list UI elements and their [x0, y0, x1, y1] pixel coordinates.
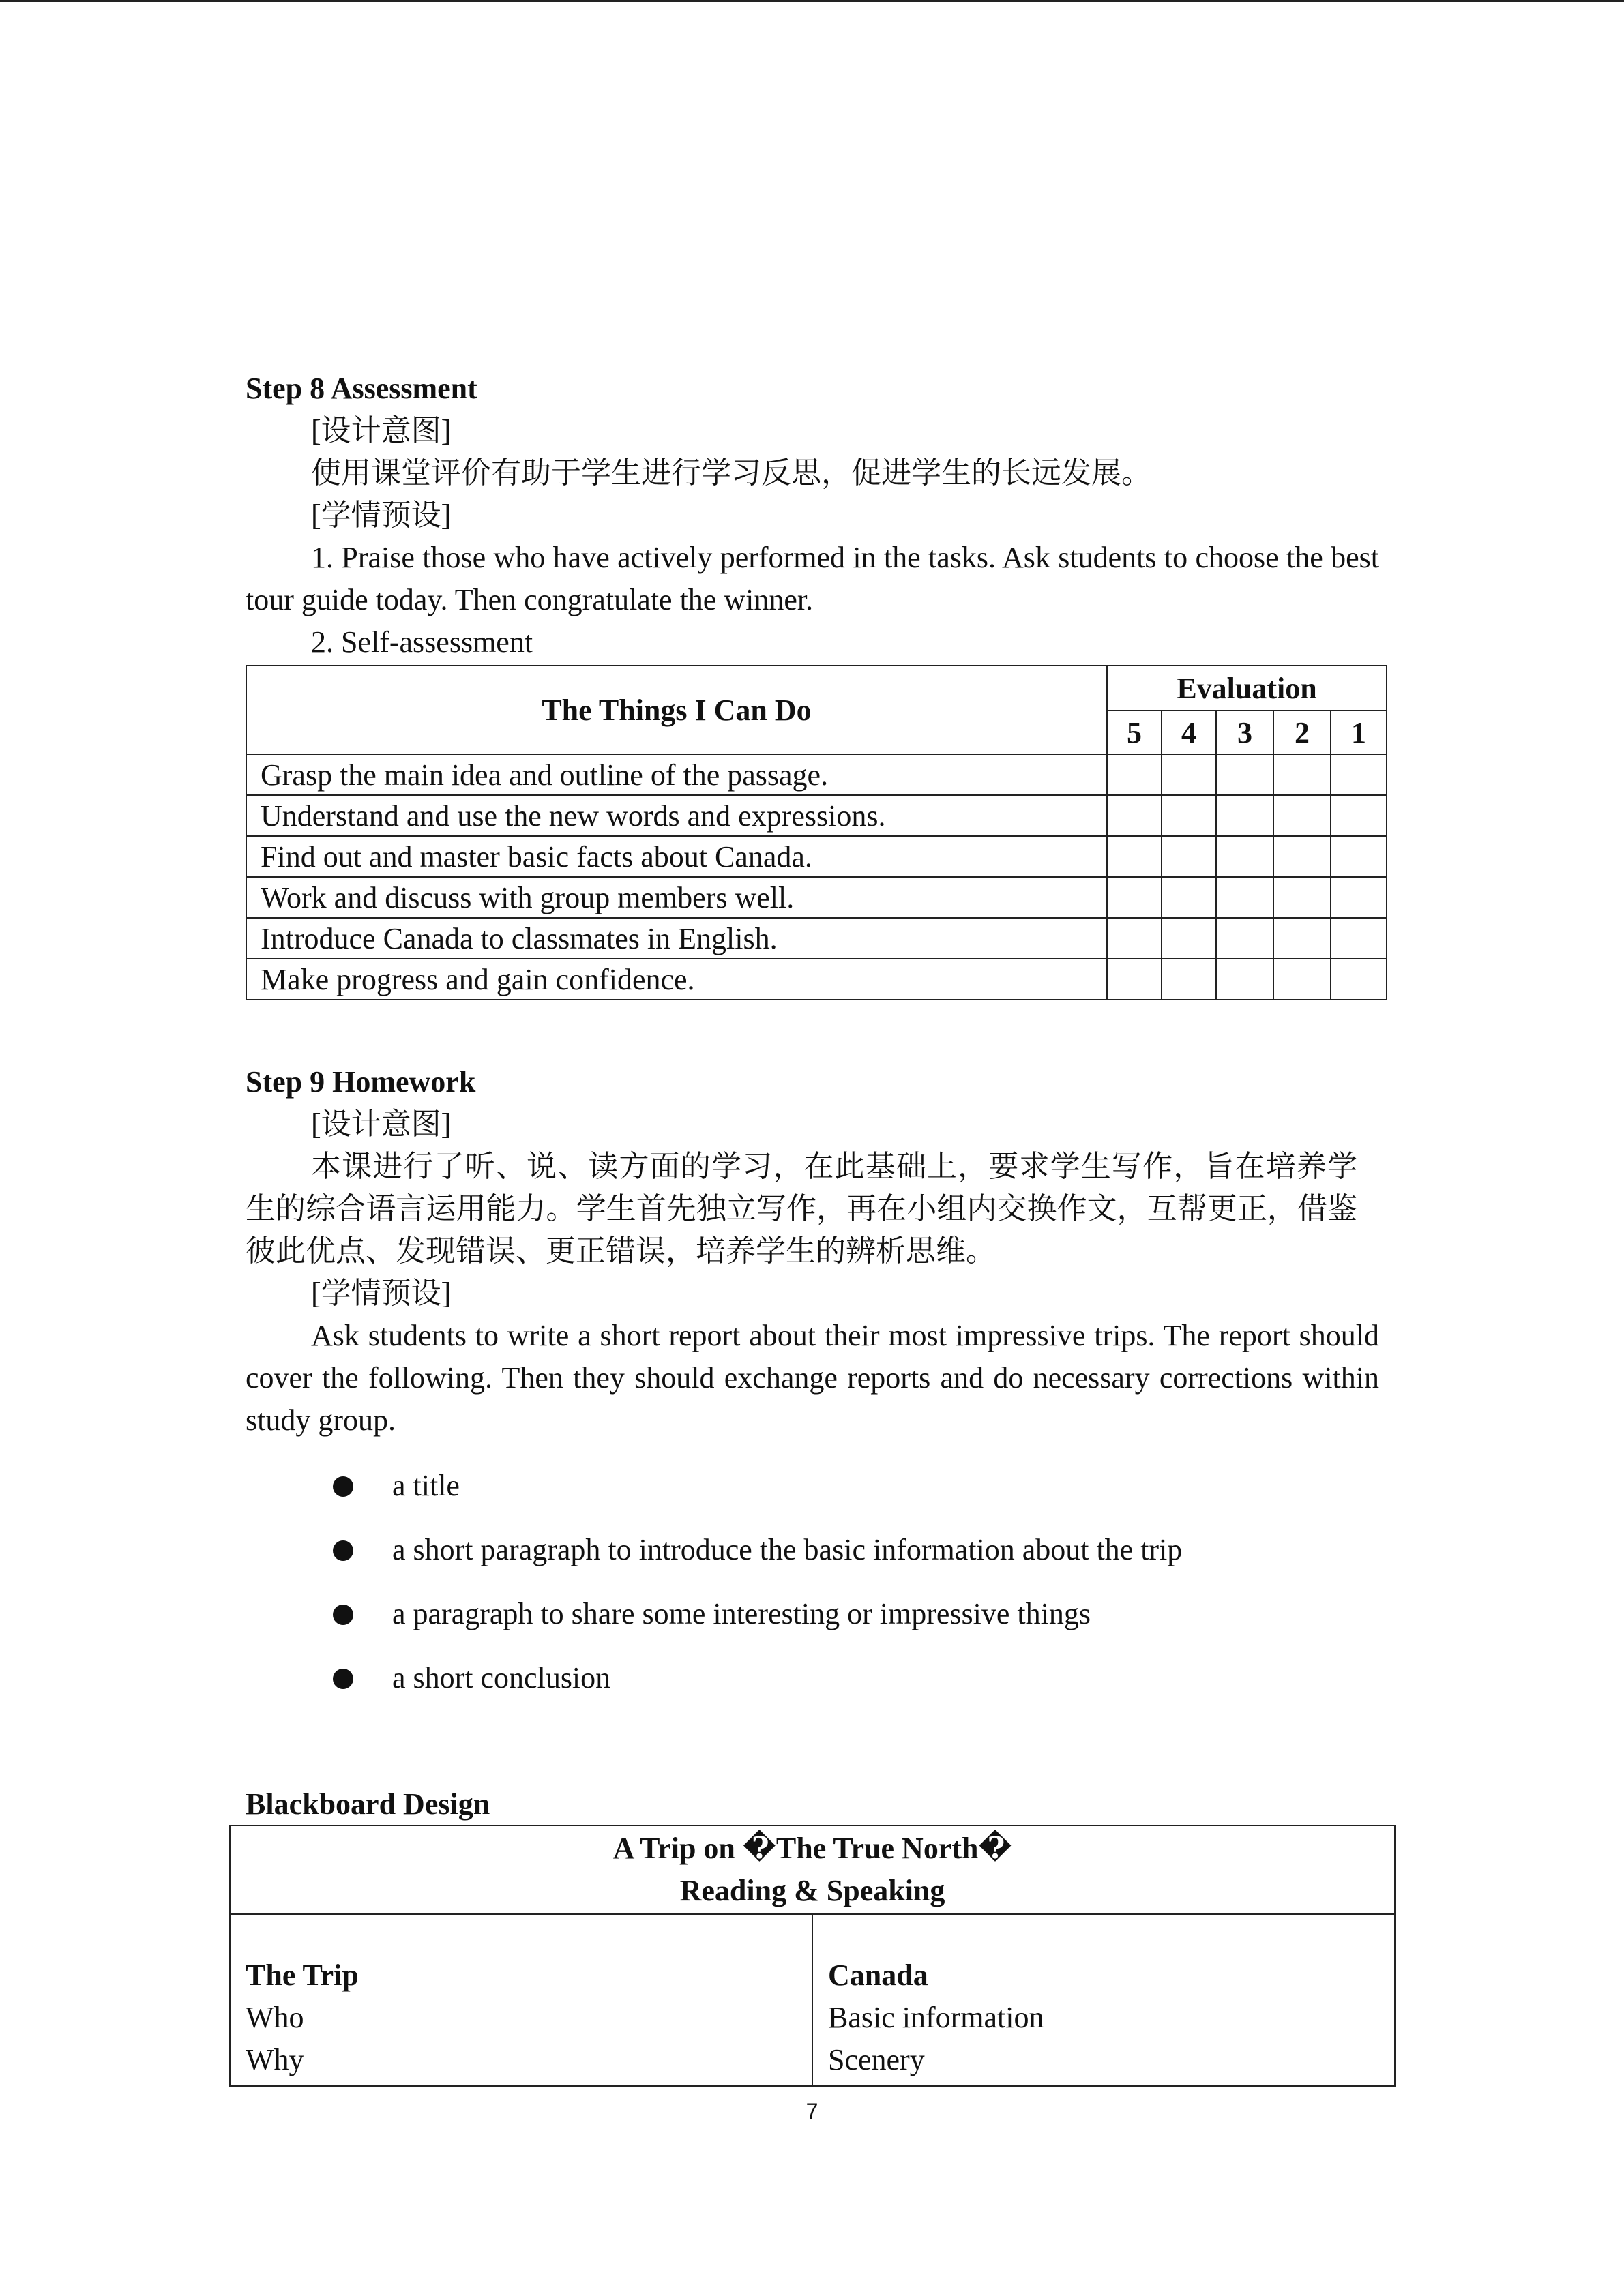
bullet-dot: [333, 1605, 353, 1625]
score-cell: [1273, 959, 1331, 1000]
score-cell: [1107, 877, 1162, 918]
score-cell: [1273, 877, 1331, 918]
step8-design-intent-text: 使用课堂评价有助于学生进行学习反思，促进学生的长远发展。: [311, 456, 1151, 490]
step9-design-intent-label: [设计意图]: [311, 1107, 452, 1141]
score-header: 2: [1273, 711, 1331, 754]
score-cell: [1331, 918, 1387, 959]
score-header: 3: [1216, 711, 1273, 754]
score-cell: [1162, 918, 1216, 959]
table-row: [246, 959, 1387, 1000]
table-row: [246, 754, 1387, 795]
score-cell: [1331, 959, 1387, 1000]
score-cell: [1331, 795, 1387, 836]
assessment-item: Work and discuss with group members well.: [246, 877, 1107, 918]
step8-design-intent-label: [设计意图]: [311, 414, 452, 447]
score-cell: [1273, 754, 1331, 795]
blackboard-design-table: [229, 1825, 1396, 2087]
step9-heading: Step 9 Homework: [246, 1065, 476, 1099]
score-cell: [1331, 836, 1387, 877]
score-cell: [1331, 877, 1387, 918]
score-cell: [1107, 754, 1162, 795]
trip-column: [230, 1914, 812, 2086]
step9-preset-label: [学情预设]: [311, 1277, 452, 1310]
homework-bullet: a paragraph to share some interesting or impressive things: [392, 1597, 1091, 1630]
score-cell: [1162, 795, 1216, 836]
score-cell: [1273, 918, 1331, 959]
score-cell: [1107, 795, 1162, 836]
table-row: [246, 918, 1387, 959]
step8-point2: 2. Self-assessment: [311, 625, 533, 659]
trip-heading: The Trip: [246, 1958, 359, 1992]
score-cell: [1216, 877, 1273, 918]
homework-bullet: a short conclusion: [392, 1661, 611, 1695]
table-row: [246, 836, 1387, 877]
score-cell: [1331, 754, 1387, 795]
assessment-item: Introduce Canada to classmates in English.: [246, 918, 1107, 959]
blackboard-heading: Blackboard Design: [246, 1787, 490, 1821]
table-row: [246, 795, 1387, 836]
bullet-dot: [333, 1540, 353, 1561]
score-cell: [1216, 795, 1273, 836]
score-cell: [1162, 754, 1216, 795]
page-top-border: [0, 0, 1624, 2]
blackboard-title-cell: [230, 1825, 1395, 1914]
canada-item: Scenery: [828, 2043, 925, 2076]
blackboard-title: A Trip on �The True North�: [612, 1832, 1012, 1865]
table-row: [246, 877, 1387, 918]
table-header-things: The Things I Can Do: [246, 666, 1107, 754]
blackboard-subtitle: Reading & Speaking: [679, 1874, 945, 1907]
score-cell: [1107, 836, 1162, 877]
score-cell: [1162, 836, 1216, 877]
score-cell: [1216, 836, 1273, 877]
bullet-dot: [333, 1476, 353, 1497]
bullet-dot: [333, 1669, 353, 1689]
step9-design-intent-text: 本课进行了听、说、读方面的学习，在此基础上，要求学生写作，旨在培养学生的综合语言运用能力。学生首先独立写作，再在小组内交换作文，互帮更正，借鉴彼此优点、发现错误、更正错误，培养学生的辨析思维。: [246, 1150, 1357, 1268]
score-cell: [1216, 754, 1273, 795]
canada-column: [812, 1914, 1395, 2086]
score-header: 4: [1162, 711, 1216, 754]
score-cell: [1162, 877, 1216, 918]
step9-preset-text: Ask students to write a short report about their most impressive trips. The report should cover the following. Then they should exchange reports and do necessary corrections within study group.: [246, 1319, 1379, 1437]
score-header: 5: [1107, 711, 1162, 754]
score-cell: [1162, 959, 1216, 1000]
score-cell: [1107, 959, 1162, 1000]
score-cell: [1273, 795, 1331, 836]
homework-bullet: a short paragraph to introduce the basic information about the trip: [392, 1533, 1183, 1566]
homework-bullet: a title: [392, 1469, 460, 1502]
step8-heading: Step 8 Assessment: [246, 372, 477, 405]
score-cell: [1216, 918, 1273, 959]
step8-preset-label: [学情预设]: [311, 498, 452, 532]
score-cell: [1216, 959, 1273, 1000]
table-header-evaluation: Evaluation: [1107, 666, 1387, 711]
assessment-item: Understand and use the new words and expressions.: [246, 795, 1107, 836]
canada-heading: Canada: [828, 1958, 928, 1992]
score-cell: [1107, 918, 1162, 959]
trip-item: Who: [246, 2001, 304, 2034]
page-number: 7: [806, 2099, 818, 2123]
score-cell: [1273, 836, 1331, 877]
canada-item: Basic information: [828, 2001, 1044, 2034]
assessment-item: Make progress and gain confidence.: [246, 959, 1107, 1000]
self-assessment-table: [246, 665, 1387, 1000]
assessment-item: Find out and master basic facts about Canada.: [246, 836, 1107, 877]
trip-item: Why: [246, 2043, 304, 2076]
score-header: 1: [1331, 711, 1387, 754]
assessment-item: Grasp the main idea and outline of the passage.: [246, 754, 1107, 795]
step8-point1: 1. Praise those who have actively performed in the tasks. Ask students to choose the best tour guide today. Then congratulate the winner.: [246, 541, 1379, 616]
